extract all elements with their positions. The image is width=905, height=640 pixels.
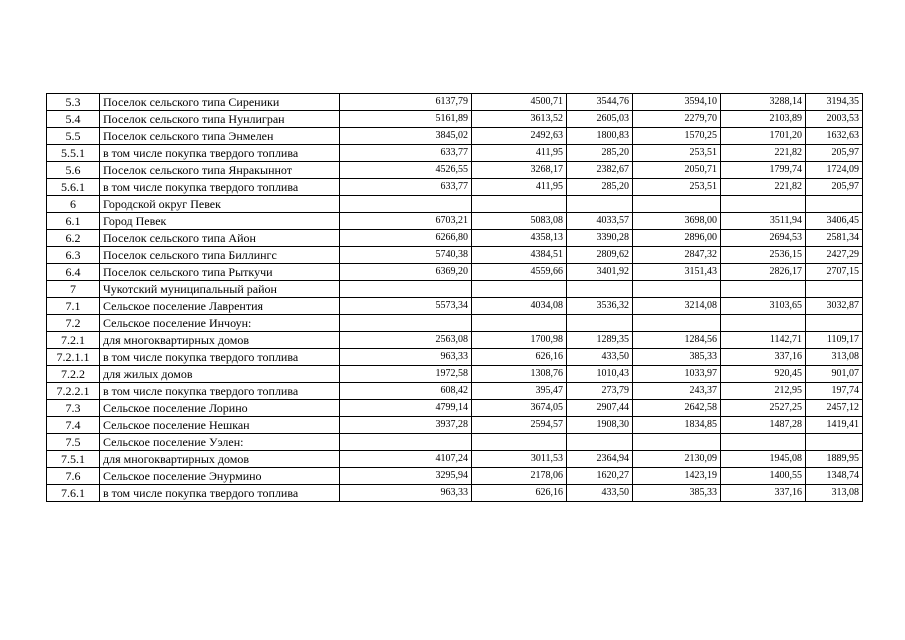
row-name: Поселок сельского типа Айон bbox=[100, 230, 340, 247]
value-cell-2: 4500,71 bbox=[472, 94, 567, 111]
table-row bbox=[47, 264, 863, 281]
value-cell-2: 3011,53 bbox=[472, 451, 567, 468]
table-row bbox=[47, 128, 863, 145]
row-number: 5.4 bbox=[47, 111, 100, 128]
row-name: Сельское поселение Энурмино bbox=[100, 468, 340, 485]
value-cell-1: 5161,89 bbox=[340, 111, 472, 128]
table-row bbox=[47, 315, 863, 332]
value-cell-2: 3613,52 bbox=[472, 111, 567, 128]
value-cell-4: 385,33 bbox=[633, 485, 721, 502]
row-number: 6.4 bbox=[47, 264, 100, 281]
row-name: Сельское поселение Лаврентия bbox=[100, 298, 340, 315]
value-cell-4 bbox=[633, 434, 721, 451]
value-cell-3: 3544,76 bbox=[567, 94, 633, 111]
value-cell-1 bbox=[340, 315, 472, 332]
value-cell-3: 3536,32 bbox=[567, 298, 633, 315]
value-cell-3: 1010,43 bbox=[567, 366, 633, 383]
row-name: Поселок сельского типа Энмелен bbox=[100, 128, 340, 145]
value-cell-6: 901,07 bbox=[806, 366, 863, 383]
value-cell-4 bbox=[633, 281, 721, 298]
value-cell-3: 1800,83 bbox=[567, 128, 633, 145]
row-name: для многоквартирных домов bbox=[100, 451, 340, 468]
value-cell-6 bbox=[806, 315, 863, 332]
value-cell-6 bbox=[806, 196, 863, 213]
table-row bbox=[47, 162, 863, 179]
table-row bbox=[47, 400, 863, 417]
value-cell-2: 411,95 bbox=[472, 145, 567, 162]
value-cell-4: 2847,32 bbox=[633, 247, 721, 264]
value-cell-4: 2050,71 bbox=[633, 162, 721, 179]
value-cell-1: 633,77 bbox=[340, 145, 472, 162]
row-name: Поселок сельского типа Рыткучи bbox=[100, 264, 340, 281]
value-cell-1: 6369,20 bbox=[340, 264, 472, 281]
value-cell-3: 1289,35 bbox=[567, 332, 633, 349]
value-cell-2: 2594,57 bbox=[472, 417, 567, 434]
row-number: 6 bbox=[47, 196, 100, 213]
value-cell-4: 2642,58 bbox=[633, 400, 721, 417]
value-cell-2: 2492,63 bbox=[472, 128, 567, 145]
value-cell-1: 5573,34 bbox=[340, 298, 472, 315]
value-cell-6: 1632,63 bbox=[806, 128, 863, 145]
value-cell-1: 5740,38 bbox=[340, 247, 472, 264]
value-cell-4: 1033,97 bbox=[633, 366, 721, 383]
value-cell-6: 1724,09 bbox=[806, 162, 863, 179]
table-row bbox=[47, 434, 863, 451]
value-cell-4: 2130,09 bbox=[633, 451, 721, 468]
value-cell-6: 313,08 bbox=[806, 485, 863, 502]
value-cell-5: 2527,25 bbox=[721, 400, 806, 417]
row-number: 7.2.2 bbox=[47, 366, 100, 383]
value-cell-5: 221,82 bbox=[721, 179, 806, 196]
value-cell-4: 1284,56 bbox=[633, 332, 721, 349]
value-cell-1: 4107,24 bbox=[340, 451, 472, 468]
table-row bbox=[47, 485, 863, 502]
row-number: 5.6.1 bbox=[47, 179, 100, 196]
row-number: 7.4 bbox=[47, 417, 100, 434]
value-cell-2: 2178,06 bbox=[472, 468, 567, 485]
row-name: Чукотский муниципальный район bbox=[100, 281, 340, 298]
table-row bbox=[47, 417, 863, 434]
row-name: в том числе покупка твердого топлива bbox=[100, 485, 340, 502]
value-cell-5: 2694,53 bbox=[721, 230, 806, 247]
table-row bbox=[47, 213, 863, 230]
table-row bbox=[47, 196, 863, 213]
value-cell-1: 6703,21 bbox=[340, 213, 472, 230]
value-cell-3 bbox=[567, 281, 633, 298]
value-cell-2: 1700,98 bbox=[472, 332, 567, 349]
value-cell-6 bbox=[806, 281, 863, 298]
row-number: 5.5.1 bbox=[47, 145, 100, 162]
row-name: в том числе покупка твердого топлива bbox=[100, 179, 340, 196]
value-cell-4: 3214,08 bbox=[633, 298, 721, 315]
value-cell-3 bbox=[567, 315, 633, 332]
row-number: 7.5.1 bbox=[47, 451, 100, 468]
value-cell-6: 1889,95 bbox=[806, 451, 863, 468]
value-cell-6: 1419,41 bbox=[806, 417, 863, 434]
value-cell-5: 212,95 bbox=[721, 383, 806, 400]
row-name: Сельское поселение Инчоун: bbox=[100, 315, 340, 332]
row-number: 7.1 bbox=[47, 298, 100, 315]
value-cell-1: 963,33 bbox=[340, 485, 472, 502]
value-cell-5: 1945,08 bbox=[721, 451, 806, 468]
value-cell-5: 3511,94 bbox=[721, 213, 806, 230]
value-cell-1: 6137,79 bbox=[340, 94, 472, 111]
row-number: 7.3 bbox=[47, 400, 100, 417]
value-cell-6: 2707,15 bbox=[806, 264, 863, 281]
value-cell-1 bbox=[340, 281, 472, 298]
row-name: Поселок сельского типа Нунлигран bbox=[100, 111, 340, 128]
value-cell-6: 2581,34 bbox=[806, 230, 863, 247]
row-name: в том числе покупка твердого топлива bbox=[100, 383, 340, 400]
row-number: 7.6 bbox=[47, 468, 100, 485]
value-cell-2: 1308,76 bbox=[472, 366, 567, 383]
row-name: в том числе покупка твердого топлива bbox=[100, 145, 340, 162]
value-cell-1: 963,33 bbox=[340, 349, 472, 366]
value-cell-2: 5083,08 bbox=[472, 213, 567, 230]
value-cell-3: 433,50 bbox=[567, 349, 633, 366]
value-cell-2: 626,16 bbox=[472, 485, 567, 502]
table-row bbox=[47, 281, 863, 298]
value-cell-2 bbox=[472, 315, 567, 332]
row-name: Поселок сельского типа Сиреники bbox=[100, 94, 340, 111]
value-cell-6: 2003,53 bbox=[806, 111, 863, 128]
row-number: 7.2.1.1 bbox=[47, 349, 100, 366]
value-cell-3: 3401,92 bbox=[567, 264, 633, 281]
table-row bbox=[47, 298, 863, 315]
value-cell-6: 2457,12 bbox=[806, 400, 863, 417]
value-cell-4: 1423,19 bbox=[633, 468, 721, 485]
table-row bbox=[47, 332, 863, 349]
value-cell-2: 4358,13 bbox=[472, 230, 567, 247]
table-row bbox=[47, 383, 863, 400]
value-cell-4 bbox=[633, 315, 721, 332]
value-cell-2: 4034,08 bbox=[472, 298, 567, 315]
row-name: Город Певек bbox=[100, 213, 340, 230]
row-name: Поселок сельского типа Биллингс bbox=[100, 247, 340, 264]
value-cell-5: 2103,89 bbox=[721, 111, 806, 128]
value-cell-5: 337,16 bbox=[721, 349, 806, 366]
value-cell-3: 2809,62 bbox=[567, 247, 633, 264]
value-cell-3 bbox=[567, 434, 633, 451]
value-cell-2: 4384,51 bbox=[472, 247, 567, 264]
value-cell-2: 626,16 bbox=[472, 349, 567, 366]
table-row bbox=[47, 247, 863, 264]
value-cell-6: 313,08 bbox=[806, 349, 863, 366]
value-cell-3: 2382,67 bbox=[567, 162, 633, 179]
value-cell-2 bbox=[472, 434, 567, 451]
row-number: 7.2.2.1 bbox=[47, 383, 100, 400]
value-cell-4: 385,33 bbox=[633, 349, 721, 366]
value-cell-3: 285,20 bbox=[567, 179, 633, 196]
value-cell-4: 3151,43 bbox=[633, 264, 721, 281]
value-cell-2: 411,95 bbox=[472, 179, 567, 196]
value-cell-6: 2427,29 bbox=[806, 247, 863, 264]
value-cell-3: 285,20 bbox=[567, 145, 633, 162]
value-cell-1: 3937,28 bbox=[340, 417, 472, 434]
value-cell-2 bbox=[472, 281, 567, 298]
table-row bbox=[47, 349, 863, 366]
value-cell-6: 197,74 bbox=[806, 383, 863, 400]
value-cell-2: 395,47 bbox=[472, 383, 567, 400]
value-cell-4: 3698,00 bbox=[633, 213, 721, 230]
value-cell-5: 2536,15 bbox=[721, 247, 806, 264]
value-cell-1: 633,77 bbox=[340, 179, 472, 196]
table-body bbox=[47, 94, 863, 502]
row-number: 5.5 bbox=[47, 128, 100, 145]
table-row bbox=[47, 366, 863, 383]
value-cell-4: 253,51 bbox=[633, 145, 721, 162]
value-cell-1: 1972,58 bbox=[340, 366, 472, 383]
row-number: 7 bbox=[47, 281, 100, 298]
value-cell-5: 221,82 bbox=[721, 145, 806, 162]
value-cell-4: 1570,25 bbox=[633, 128, 721, 145]
value-cell-5: 1142,71 bbox=[721, 332, 806, 349]
value-cell-3: 1908,30 bbox=[567, 417, 633, 434]
value-cell-3: 273,79 bbox=[567, 383, 633, 400]
row-name: Сельское поселение Уэлен: bbox=[100, 434, 340, 451]
value-cell-6 bbox=[806, 434, 863, 451]
value-cell-5: 337,16 bbox=[721, 485, 806, 502]
value-cell-3: 2907,44 bbox=[567, 400, 633, 417]
table-row bbox=[47, 94, 863, 111]
value-cell-1: 3295,94 bbox=[340, 468, 472, 485]
value-cell-1: 3845,02 bbox=[340, 128, 472, 145]
value-cell-5 bbox=[721, 315, 806, 332]
row-name: Поселок сельского типа Янракыннот bbox=[100, 162, 340, 179]
value-cell-5: 1799,74 bbox=[721, 162, 806, 179]
tariff-table bbox=[46, 93, 863, 502]
value-cell-1: 2563,08 bbox=[340, 332, 472, 349]
value-cell-4: 2896,00 bbox=[633, 230, 721, 247]
table-row bbox=[47, 451, 863, 468]
row-number: 5.6 bbox=[47, 162, 100, 179]
row-name: в том числе покупка твердого топлива bbox=[100, 349, 340, 366]
value-cell-5: 3103,65 bbox=[721, 298, 806, 315]
row-number: 7.2.1 bbox=[47, 332, 100, 349]
value-cell-3: 4033,57 bbox=[567, 213, 633, 230]
value-cell-6: 205,97 bbox=[806, 179, 863, 196]
row-name: для многоквартирных домов bbox=[100, 332, 340, 349]
value-cell-2: 3268,17 bbox=[472, 162, 567, 179]
table-row bbox=[47, 230, 863, 247]
row-number: 7.6.1 bbox=[47, 485, 100, 502]
value-cell-4: 3594,10 bbox=[633, 94, 721, 111]
row-number: 6.3 bbox=[47, 247, 100, 264]
value-cell-5: 2826,17 bbox=[721, 264, 806, 281]
table-row bbox=[47, 145, 863, 162]
value-cell-5 bbox=[721, 281, 806, 298]
value-cell-5: 3288,14 bbox=[721, 94, 806, 111]
row-name: для жилых домов bbox=[100, 366, 340, 383]
value-cell-2 bbox=[472, 196, 567, 213]
value-cell-4: 243,37 bbox=[633, 383, 721, 400]
value-cell-6: 1348,74 bbox=[806, 468, 863, 485]
row-number: 6.2 bbox=[47, 230, 100, 247]
value-cell-3: 1620,27 bbox=[567, 468, 633, 485]
value-cell-1: 4526,55 bbox=[340, 162, 472, 179]
row-name: Городской округ Певек bbox=[100, 196, 340, 213]
value-cell-6: 3406,45 bbox=[806, 213, 863, 230]
value-cell-5: 1400,55 bbox=[721, 468, 806, 485]
row-number: 7.2 bbox=[47, 315, 100, 332]
row-number: 7.5 bbox=[47, 434, 100, 451]
value-cell-2: 3674,05 bbox=[472, 400, 567, 417]
value-cell-3 bbox=[567, 196, 633, 213]
value-cell-1: 608,42 bbox=[340, 383, 472, 400]
table-row bbox=[47, 468, 863, 485]
value-cell-5: 1701,20 bbox=[721, 128, 806, 145]
value-cell-3: 2605,03 bbox=[567, 111, 633, 128]
value-cell-6: 3032,87 bbox=[806, 298, 863, 315]
value-cell-5 bbox=[721, 434, 806, 451]
value-cell-1 bbox=[340, 434, 472, 451]
value-cell-1: 4799,14 bbox=[340, 400, 472, 417]
row-number: 6.1 bbox=[47, 213, 100, 230]
row-name: Сельское поселение Лорино bbox=[100, 400, 340, 417]
value-cell-4: 1834,85 bbox=[633, 417, 721, 434]
value-cell-1: 6266,80 bbox=[340, 230, 472, 247]
value-cell-4: 2279,70 bbox=[633, 111, 721, 128]
value-cell-6: 3194,35 bbox=[806, 94, 863, 111]
value-cell-3: 3390,28 bbox=[567, 230, 633, 247]
value-cell-1 bbox=[340, 196, 472, 213]
value-cell-5: 920,45 bbox=[721, 366, 806, 383]
value-cell-4: 253,51 bbox=[633, 179, 721, 196]
table-row bbox=[47, 111, 863, 128]
value-cell-6: 1109,17 bbox=[806, 332, 863, 349]
row-name: Сельское поселение Нешкан bbox=[100, 417, 340, 434]
row-number: 5.3 bbox=[47, 94, 100, 111]
value-cell-5: 1487,28 bbox=[721, 417, 806, 434]
value-cell-3: 433,50 bbox=[567, 485, 633, 502]
value-cell-6: 205,97 bbox=[806, 145, 863, 162]
table-row bbox=[47, 179, 863, 196]
value-cell-3: 2364,94 bbox=[567, 451, 633, 468]
value-cell-5 bbox=[721, 196, 806, 213]
value-cell-4 bbox=[633, 196, 721, 213]
value-cell-2: 4559,66 bbox=[472, 264, 567, 281]
